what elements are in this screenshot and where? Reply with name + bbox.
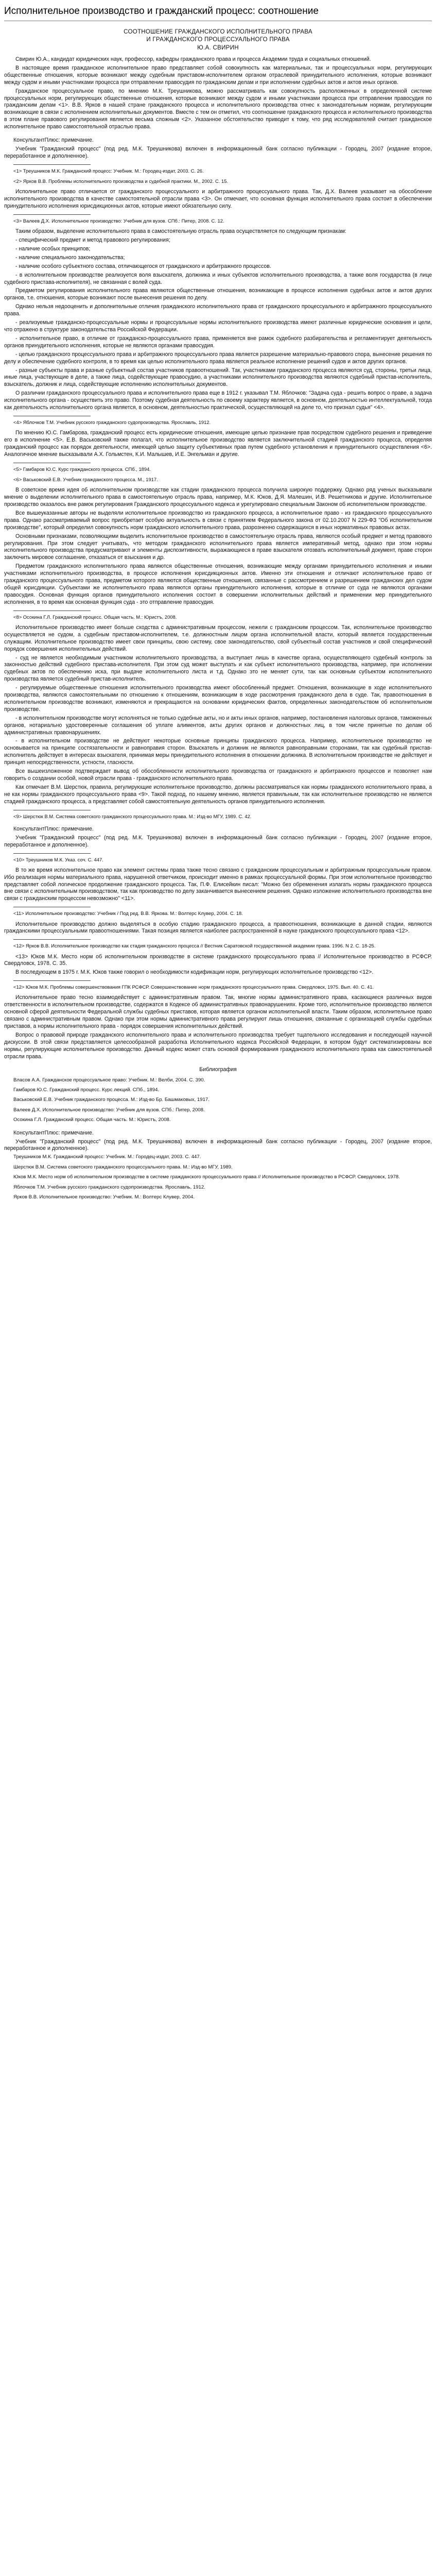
footnote-separator xyxy=(13,853,91,854)
bibliography-entry: Треушников М.К. Гражданский процесс: Учебник. М.: Городец-издат, 2003. С. 447. xyxy=(13,1154,201,1160)
footnote: <4> Яблочков Т.М. Учебник русского гражданского судопроизводства. Ярославль, 1912. xyxy=(13,419,211,425)
paragraph: Таким образом, выделение исполнительного права в самостоятельную отрасль права осуществляется по следующим признакам: xyxy=(15,228,346,235)
footnote: <5> Гамбаров Ю.С. Курс гражданского процесса. СПб., 1894. xyxy=(13,466,151,472)
document-page xyxy=(4,0,432,1204)
bibliography-entry: Валеев Д.Х. Исполнительное производство: Учебник для вузов. СПб.: Питер, 2008. xyxy=(13,1107,205,1113)
paragraph: Свирин Ю.А., кандидат юридических наук, профессор, кафедры гражданского права и процесса Академии труда и социальных отношений. xyxy=(15,56,371,62)
paragraph: - разные субъекты права и разные субъектный состав участников правоотношений. Так, участниками гражданского процесса являются суд, стороны, третьи лица, иные лица, участвующие в деле, а также лица, содействующие правосудию, а участниками исполнительного производства являются судебный пристав-исполнитель, взыскатель, должник и лица, содействующие исполнению исполнительных документов. xyxy=(4,367,432,388)
paragraph: Однако нельзя недооценить и дополнительные отличия гражданского исполнительного права от гражданского процессуального и арбитражного процессуального права. xyxy=(4,303,432,317)
paragraph: <13> Юков М.К. Место норм об исполнительном производстве в системе гражданского процессуального права // Исполнительное производство в РСФСР. Свердловск, 1978. С. 35. xyxy=(4,953,432,967)
paragraph: Исполнительное производство имеет больше сходства с административным процессом, нежели с гражданским процессом. Так, исполнительное производство осуществляется не судом, а судебным приставом-исполнителем, т.е. должностным лицом органа исполнительной власти, который является государственным служащим. Исполнительное производство имеет свои принципы, свою систему, свое законодательство, свой субъектный состав участников и свой специфический порядок совершения исполнительных действий. xyxy=(4,624,432,652)
article-title-line-2: И ГРАЖДАНСКОГО ПРОЦЕССУАЛЬНОГО ПРАВА xyxy=(146,37,290,43)
paragraph: Вопрос о правовой природе гражданского исполнительного права и исполнительного производства требует тщательного исследования и последующей научной дискуссии. В этой связи представляется целесообразной разработка Исполнительного кодекса Российской Федерации, в котором будут систематизированы все нормы, регулирующие исполнительное производство. Данный кодекс может стать основой формирования гражданского исполнительного права как самостоятельной отрасли права. xyxy=(4,1031,432,1060)
paragraph: - наличие особого субъектного состава, отличающегося от гражданского и арбитражного процессов. xyxy=(15,263,271,269)
paragraph: Предметом регулирования исполнительного права являются общественные отношения, возникающие в процессе исполнения судебных актов и актов других органов, т.е. отношения, которые возникают после вынесения решения по делу. xyxy=(4,287,432,301)
paragraph: - суд не является необходимым участником исполнительного производства, а выступает лишь в качестве органа, осуществляющего судебный контроль за законностью действий судебного пристава-исполнителя. При этом суд может выступать и как субъект исполнительного производства, например, при исполнении судебных актов по обеспечению иска, при выдаче исполнительного листа и т.д. Однако это не меняет сути, так как основным субъектом исполнительного производства является судебный пристав-исполнитель. xyxy=(4,654,432,683)
footnote: <10> Треушников М.К. Указ. соч. С. 447. xyxy=(13,856,103,862)
article-author: Ю.А. СВИРИН xyxy=(197,45,239,51)
footnote: <12> Ярков В.В. Исполнительное производство как стадия гражданского процесса // Вестник Саратовской государственной академии права. 1996. N 2. С. 18-25. xyxy=(13,943,376,949)
bibliography-entry: Юков М.К. Место норм об исполнительном производстве в системе гражданского процессуального права // Исполнительное производство в РСФСР. Свердловск, 1978. xyxy=(13,1174,400,1180)
footnote: <1> Треушников М.К. Гражданский процесс: Учебник. М.: Городец-издат, 2003. С. 26. xyxy=(13,167,204,174)
paragraph: В последующем в 1975 г. М.К. Юков также говорил о необходимости кодификации норм, регулирующих исполнительное производство <12>. xyxy=(15,969,374,976)
bibliography-entry: Власов А.А. Гражданское процессуальное право: Учебник. М.: Велби, 2004. С. 390. xyxy=(13,1077,205,1083)
article-body xyxy=(4,56,432,1200)
paragraph: Гражданское процессуальное право, по мнению М.К. Треушникова, можно рассматривать как совокупность расположенных в определенной системе процессуальных норм, регулирующих общественные отношения, которые возникают между судом и иными участниками процесса при отправлении правосудия по гражданским делам <1>. В.В. Ярков в нашей стране гражданского процесса и исполнительного производства отнес к законодательным нормам, регулирующим возникающие в связи с исполнением исполнительных документов. Вместе с тем он отметил, что соотношение гражданского процесса и исполнительного производства в этом плане правового регулирования является весьма сложным <2>. Указанное обстоятельство приводит к тому, что ряд исследователей считает гражданское исполнительное право самостоятельной отраслью права. xyxy=(4,88,432,130)
consultant-note: КонсультантПлюс: примечание. xyxy=(13,137,94,144)
paragraph: - в исполнительном производстве могут исполняться не только судебные акты, но и акты иных органов, например, постановления налоговых органов, таможенных органов, нотариально удостоверенные соглашения об уплате алиментов, акты других органов и должностных лиц, в том числе принятые по делам об административных правонарушениях. xyxy=(4,715,432,736)
footnote: <9> Шерстюк В.М. Система советского гражданского процессуального права. М.: Изд-во МГУ, 1989. С. 42. xyxy=(13,813,252,819)
paragraph: Все вышеизложенное подтверждает вывод об обособленности исполнительного производства от гражданского и арбитражного процессов и позволяет нам говорить о создании особой, новой отрасли права - гражданского исполнительного права. xyxy=(4,768,432,782)
paragraph: - наличие специального законодательства; xyxy=(15,254,125,261)
paragraph: - исполнительное право, в отличие от гражданско-процессуального права, применяется вне рамок судебного разбирательства и регламентирует деятельность органов принудительного исполнения, которые не являются органами правосудия. xyxy=(4,335,432,349)
paragraph: О различии гражданского процессуального права и исполнительного права еще в 1912 г. указывал Т.М. Яблочков: "Задача суда - решить вопрос о праве, а задача исполнительного органа - осуществить это право. Поэтому судебная деятельность по своему характеру является, в основном, деятельностью интеллектуальной, тогда как деятельность исполнительного органа является, в основном, деятельностью практической, осуществляющей на деле то, что признал судья" <4>. xyxy=(4,390,432,411)
footnote-separator xyxy=(13,164,91,165)
paragraph: - в исполнительном производстве не действуют некоторые основные принципы гражданского процесса. Например, исполнительное производство не основывается на принципе состязательности и равноправия сторон. Взыскатель и должник не являются равноправными сторонами, так как судебный пристав-исполнитель действует в интересах взыскателя, принимая меры принудительного исполнения в отношении должника. В исполнительном производстве не действует и принцип непосредственности, устности, гласности. xyxy=(4,738,432,766)
paragraph: - наличие особых принципов; xyxy=(15,245,91,252)
footnote: <3> Валеев Д.Х. Исполнительное производство: Учебник для вузов. СПб.: Питер, 2008. С. 12. xyxy=(13,217,224,224)
bibliography-entry: Васьковский Е.В. Учебник гражданского процесса. М.: Изд-во Бр. Башмаковых, 1917. xyxy=(13,1097,210,1103)
article-title-line-1: СООТНОШЕНИЕ ГРАЖДАНСКОГО ИСПОЛНИТЕЛЬНОГО ПРАВА xyxy=(124,29,312,35)
paragraph: Исполнительное право отличается от гражданского процессуального и арбитражного процессуального права. Так, Д.Х. Валеев указывает на обособление исполнительного производства в качестве самостоятельной отрасли права <3>. Он отмечает, что основная функция исполнительного права состоит в обеспечении принудительного исполнения юрисдикционных актов, которые имеют обязательную силу. xyxy=(4,189,432,209)
footnote: <8> Осокина Г.Л. Гражданский процесс. Общая часть. М.: Юристъ, 2008. xyxy=(13,614,177,620)
paragraph: Все вышеуказанные авторы не выделяли исполнительное производство из гражданского процесса, а исполнительное право - из гражданского процессуального права. Однако рассматриваемый вопрос приобретает особую актуальность в связи с принятием Федерального закона от 02.10.2007 N 229-ФЗ "Об исполнительном производстве", который определил совокупность норм гражданского исполнительного права, разрозненно содержащихся в иных нормативных правовых актах. xyxy=(4,510,432,531)
paragraph: - в исполнительном производстве реализуется воля взыскателя, должника и иных субъектов исполнительного производства, а также воля государства (в лице судебного пристава-исполнителя), не связанная с волей суда. xyxy=(4,272,432,285)
footnote: <6> Васьковский Е.В. Учебник гражданского процесса. М., 1917. xyxy=(13,476,158,482)
bibliography-heading: Библиография xyxy=(199,1066,237,1073)
paragraph: Учебник "Гражданский процесс" (под ред. М.К. Треушникова) включен в информационный банк согласно публикации - Городец, 2007 (издание второе, переработанное и дополненное). xyxy=(4,145,432,159)
paragraph: - регулируемые общественные отношения исполнительного производства имеют обособленный предмет. Отношения, возникающие в ходе исполнительного производства, являются самостоятельными по отношению к отношениям, возникающим в ходе рассмотрения гражданского дела в суде. Так, правоотношения в исполнительном производстве возникают, изменяются и прекращаются на основании юридических фактов, определенных законодательством об исполнительном производстве. xyxy=(4,685,432,713)
footnote: <11> Исполнительное производство: Учебник / Под ред. В.В. Яркова. М.: Волтерс Клувер, 2004. С. 18. xyxy=(13,910,243,917)
paragraph: По мнению Ю.С. Гамбарова, гражданский процесс есть юридические отношения, имеющие целью признание прав посредством судебного решения и приведение его в исполнение <5>. Е.В. Васьковский также полагал, что исполнительное производство является заключительной стадией гражданского процесса, определяя гражданский процесс как порядок деятельности, имеющей целью защиту субъективных прав путем судебного установления и принудительного осуществления <6>. Аналогичное мнение высказывали А.Х. Гольмстен, К.И. Малышев, И.Е. Энгельман и другие. xyxy=(4,430,432,457)
paragraph: - целью гражданского процессуального права и арбитражного процессуального права является разрешение материально-правового спора, вынесение решения по делу и обеспечение судебного контроля, в то время как целью исполнительного права является реальное исполнение решений судов и актов других органов. xyxy=(4,351,432,365)
footnote-separator xyxy=(13,980,91,981)
footnote-separator xyxy=(13,939,91,940)
footnote: <2> Ярков В.В. Проблемы исполнительного производства и судебной практики. М., 2002. С. 15. xyxy=(13,178,229,184)
bibliography-entry: Шерстюк В.М. Система советского гражданского процессуального права. М.: Изд-во МГУ, 1989. xyxy=(13,1164,233,1170)
paragraph: Учебник "Гражданский процесс" (под ред. М.К. Треушникова) включен в информационный банк согласно публикации - Городец, 2007 (издание второе, переработанное и дополненное). xyxy=(4,1138,432,1152)
footnote-separator xyxy=(13,214,91,215)
paragraph: Учебник "Гражданский процесс" (под ред. М.К. Треушникова) включен в информационный банк согласно публикации - Городец, 2007 (издание второе, переработанное и дополненное). xyxy=(4,834,432,848)
article-header xyxy=(4,28,432,52)
paragraph: Исполнительное производство должно выделяться в особую стадию гражданского процесса, а правоотношения, возникающие в данной стадии, являются гражданскими процессуальными правоотношениями. Такая позиция является наиболее распространенной в науке гражданского процессуального права <12>. xyxy=(4,921,432,935)
paragraph: В то же время исполнительное право как элемент системы права также тесно связано с гражданским процессуальным и арбитражным процессуальным правом. Ибо реализация нормы материального права, нарушенной ответчиком, происходит именно в рамках процессуальной формы. При этом исполнительное производство представляет собой логическое продолжение гражданского процесса. Так, П.Ф. Елисейкин писал: "Можно без обременения излагать нормы гражданского процесса вне связи с исполнительным производством, так как производство по делу заканчивается вынесением решения. Однако изложение исполнительного производства вне связи с гражданским процессом невозможно" <11>. xyxy=(4,867,432,902)
paragraph: В настоящее время гражданское исполнительное право представляет собой совокупность как материальных, так и процессуальных норм, регулирующих общественные отношения, которые возникают между судебным приставом-исполнителем органом отраслевой принудительного исполнения, которые возникают между судом и иными участниками процесса при отправлении правосудия по гражданским делам и при исполнении судебных актов и актов иных органов. xyxy=(4,64,432,86)
paragraph: Исполнительное право тесно взаимодействует с административным правом. Так, многие нормы административного права, касающиеся различных видов ответственности в исполнительном производстве, содержатся в Кодексе об административных правонарушениях. Кроме того, исполнительное производство является основной сферой деятельности Федеральной службы судебных приставов, которая является органом исполнительной власти. Таким образом, исполнительное право связано с административным правом. Однако при этом нормы административного права регулируют лишь отношения, связанные с организацией службы судебных приставов, а нормы исполнительного права - порядок совершения исполнительных действий. xyxy=(4,994,432,1030)
bibliography-entry: Ярков В.В. Исполнительное производство: Учебник. М.: Волтерс Клувер, 2004. xyxy=(13,1194,195,1200)
paragraph: Предметом гражданского исполнительного права являются общественные отношения, возникающие между органами принудительного исполнения и иными участниками исполнительного производства, в процессе исполнения юрисдикционных актов. Именно эти отношения и отличают исполнительное право от гражданского процессуального права, предметом которого являются общественные отношения, связанные с рассмотрением и разрешением гражданских дел судом общей юрисдикции. Субъектами же исполнительного права являются органы принудительного исполнения, которые в отличие от суда не являются органами правосудия. Основная функция органов принудительного исполнения состоит в совершении исполнительных действий и применении мер принудительного исполнения, в то время как основная функция суда - это отправление правосудия. xyxy=(4,563,432,605)
bibliography-entry: Гамбаров Ю.С. Гражданский процесс. Курс лекций. СПб., 1894. xyxy=(13,1087,160,1093)
bibliography-entry: Яблочков Т.М. Учебник русского гражданского судопроизводства. Ярославль, 1912. xyxy=(13,1184,205,1190)
paragraph: В советское время идея об исполнительном производстве как стадии гражданского процесса получила широкую поддержку. Однако ряд ученых высказывали мнение о выделении исполнительного права в самостоятельную отрасль права, например, М.К. Юков, Д.Я. Малешин, И.В. Решетникова и другие. Исполнительное производство оказалось вне рамок регулирования Гражданского процессуального кодекса и урегулировано специальным Законом об исполнительном производстве. xyxy=(4,487,432,507)
consultant-note: КонсультантПлюс: примечание. xyxy=(13,1129,94,1136)
paragraph: - реализуемые гражданско-процессуальные нормы и процессуальные нормы исполнительного производства имеют различные юридические основания и цели, что отражено в структуре законодательства Российской Федерации. xyxy=(4,319,432,333)
bibliography-entry: Осокина Г.Л. Гражданский процесс. Общая часть. М.: Юристъ, 2008. xyxy=(13,1117,171,1123)
document-title: Исполнительное производство и гражданский процесс: соотношение xyxy=(4,6,319,16)
consultant-note: КонсультантПлюс: примечание. xyxy=(13,825,94,832)
paragraph: Основными признаками, позволяющими выделить исполнительное производство в самостоятельную отрасль права, являются особый предмет и метод правового регулирования. При этом следует учитывать, что методом гражданского исполнительного права является императивный метод, однако при этом нормы исполнительного производства предусматривают и элементы диспозитивности, выражающиеся в праве взыскателя отозвать исполнительный документ, праве сторон заключить мировое соглашение, отказаться от взыскания и др. xyxy=(4,533,432,561)
footnote: <12> Юков М.К. Проблемы совершенствования ГПК РСФСР. Совершенствование норм гражданского процессуального права. Свердловск, 1975. Вып. 40. С. 41. xyxy=(13,984,374,990)
paragraph: - специфический предмет и метод правового регулирования; xyxy=(15,237,170,244)
paragraph: Как отмечает В.М. Шерстюк, правила, регулирующие исполнительное производство, должны рассматриваться как нормы гражданского исполнительного права, а не как нормы гражданского процессуального права <9>. Такой подход, по нашему мнению, является правильным, так как исполнительное производство не является стадией гражданского процесса, а представляет собой самостоятельную деятельность органов принудительного исполнения. xyxy=(4,784,432,805)
